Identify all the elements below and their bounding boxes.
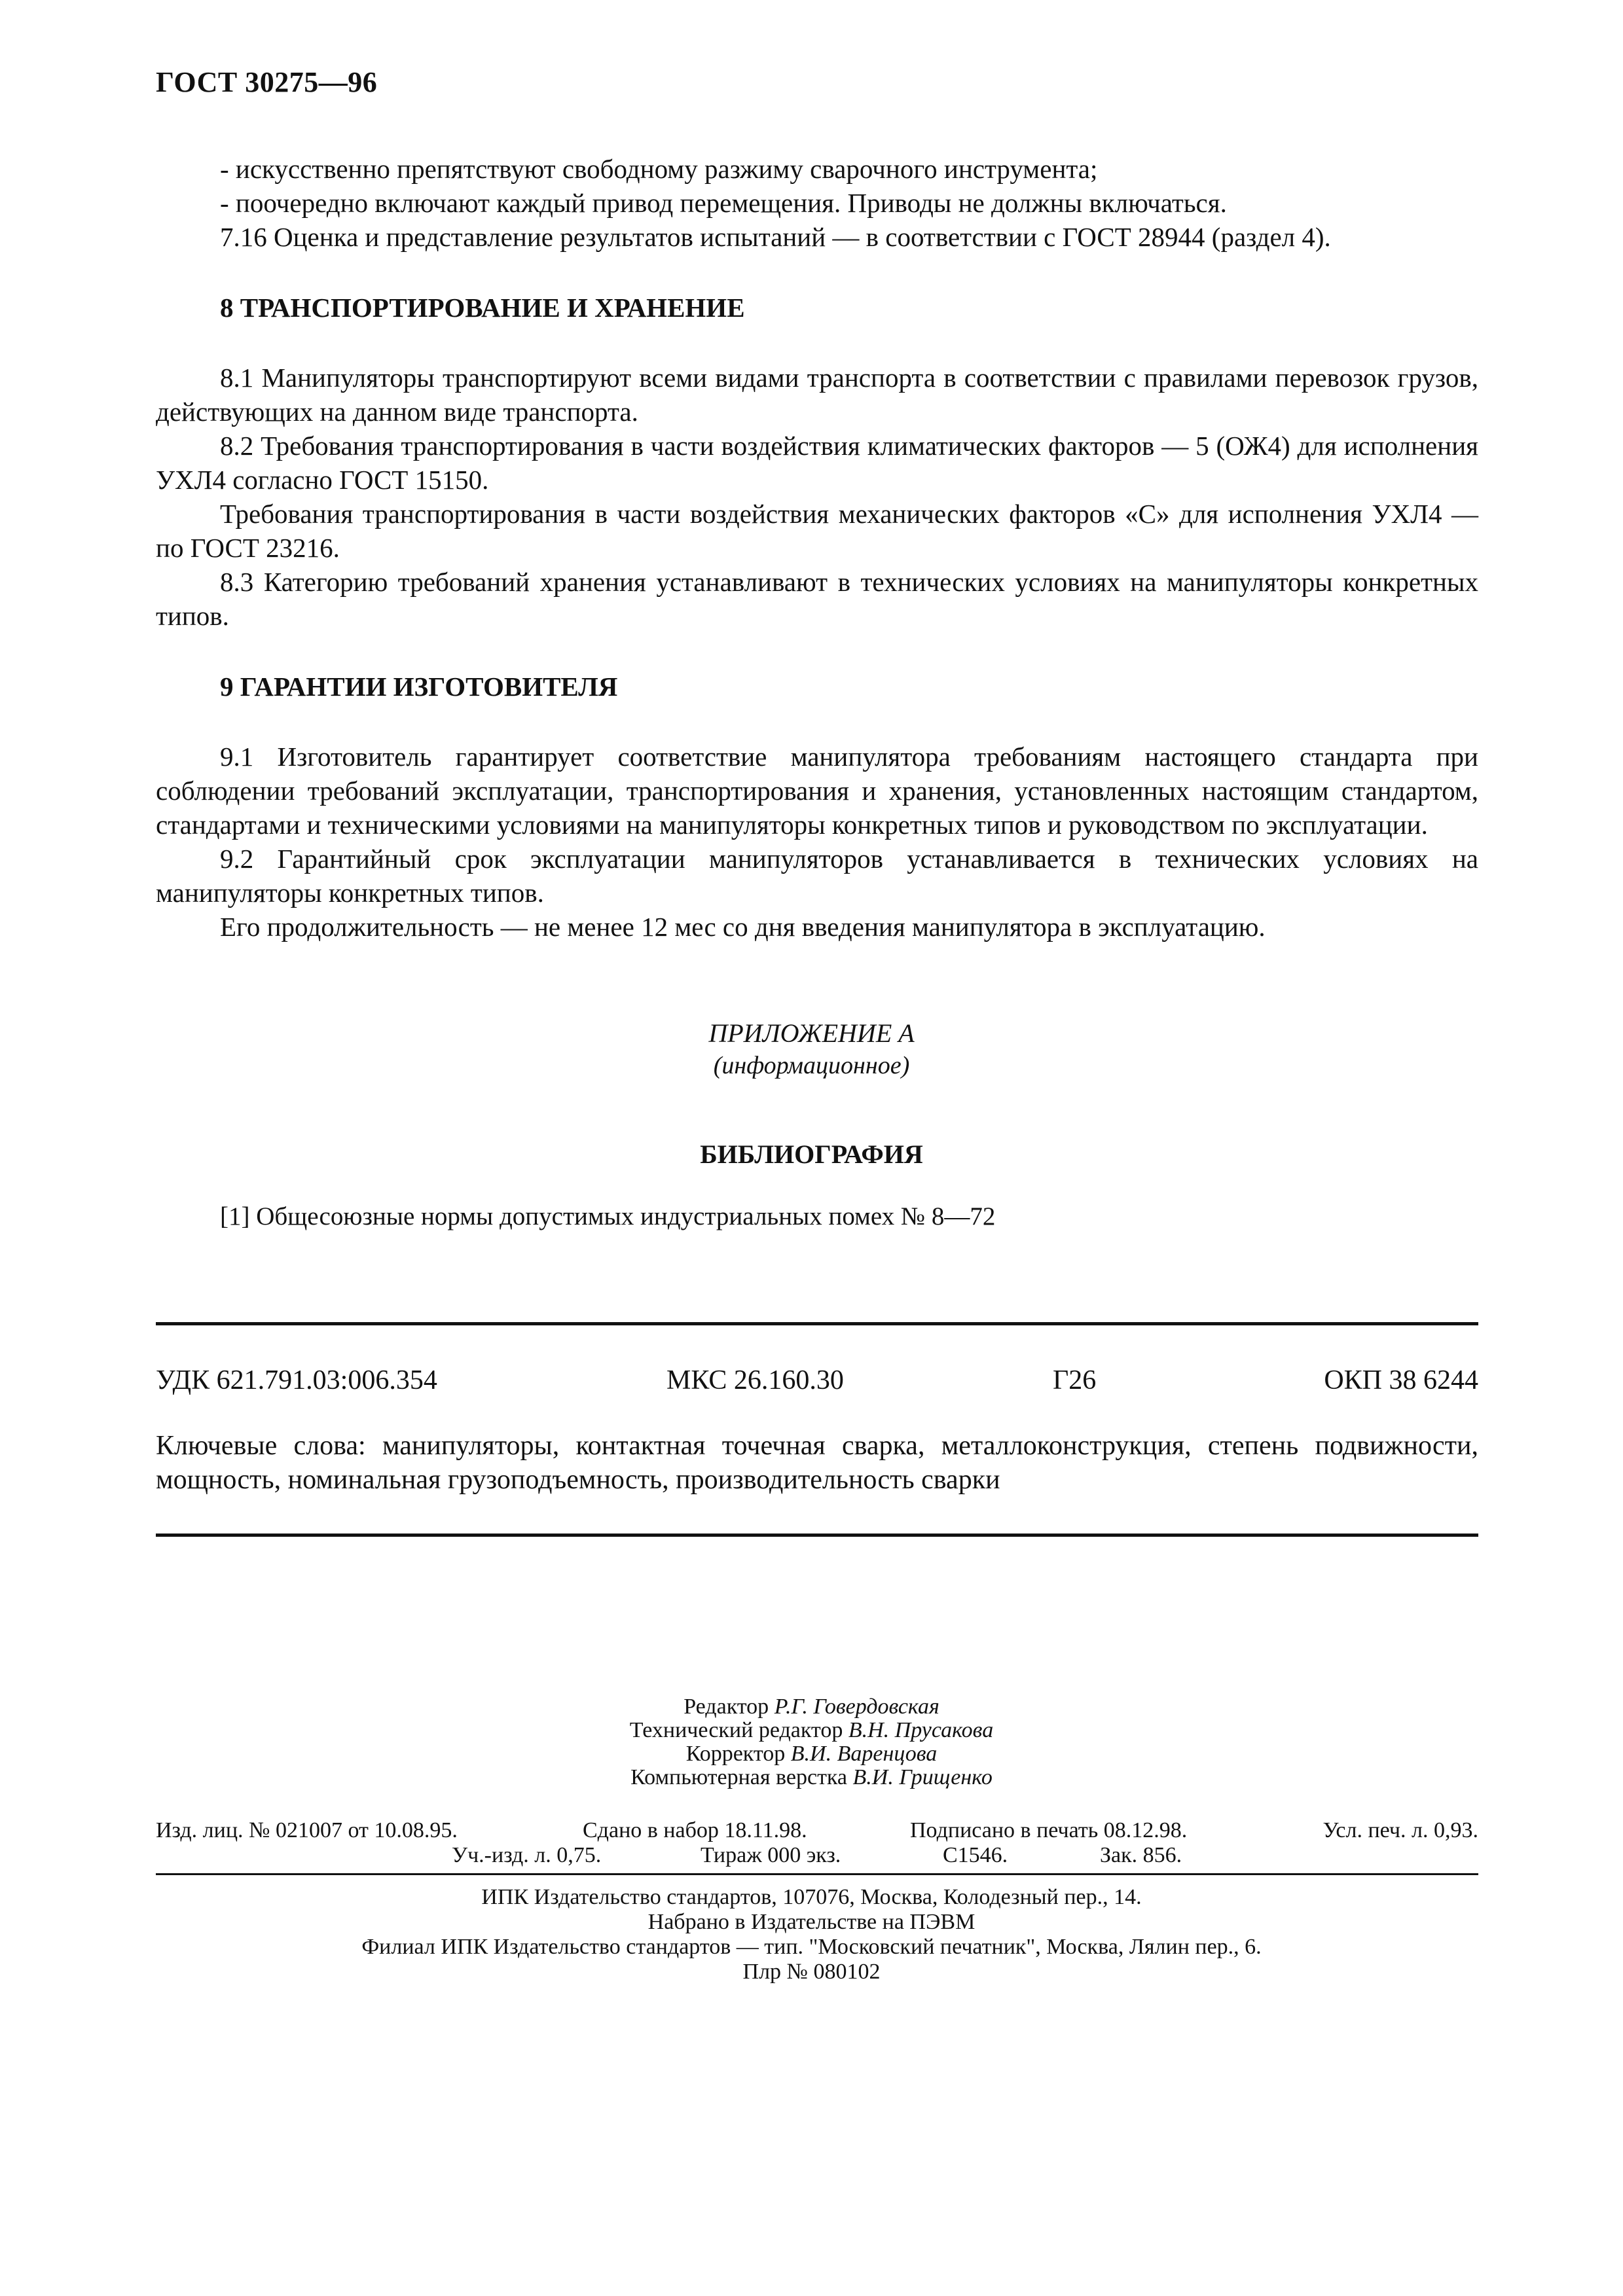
paragraph-8-2: 8.2 Требования транспортирования в части воздействия климатических факторов — 5 (ОЖ4) для исполнения УХЛ4 согласно ГОСТ 15150.	[156, 431, 1478, 495]
sent-date: Сдано в набор 18.11.98.	[583, 1818, 807, 1842]
paragraph-9-2-cont: Его продолжительность — не менее 12 мес со дня введения манипулятора в эксплуатацию.	[220, 912, 1266, 942]
corrector-line: Корректор В.И. Варенцова	[685, 1742, 938, 1766]
signed-date: Подписано в печать 08.12.98.	[910, 1818, 1188, 1842]
bibliography-item: [1] Общесоюзные нормы допустимых индустриальных помех № 8—72	[220, 1202, 996, 1230]
paragraph-7-16: 7.16 Оценка и представление результатов испытаний — в соответствии с ГОСТ 28944 (раздел 4).	[220, 222, 1331, 252]
g-code: Г26	[1053, 1365, 1097, 1395]
bibliography-heading: БИБЛИОГРАФИЯ	[700, 1139, 923, 1169]
layout-line: Компьютерная верстка В.И. Грищенко	[630, 1765, 993, 1789]
mks-code: МКС 26.160.30	[666, 1365, 844, 1395]
publisher-line-4: Плр № 080102	[742, 1960, 881, 1984]
print-sheets: Усл. печ. л. 0,93.	[1322, 1818, 1478, 1842]
imprint-divider	[156, 1873, 1478, 1875]
credits-block	[0, 1695, 1623, 1789]
publisher-line-3: Филиал ИПК Издательство стандартов — тип. "Московский печатник", Москва, Лялин пер., 6.	[361, 1935, 1262, 1959]
udk-code: УДК 621.791.03:006.354	[156, 1365, 437, 1395]
okp-code: ОКП 38 6244	[1324, 1365, 1478, 1395]
editor-line: Редактор Р.Г. Говердовская	[684, 1695, 939, 1719]
publisher-sheets: Уч.-изд. л. 0,75.	[452, 1843, 602, 1867]
c-code: С1546.	[943, 1843, 1008, 1867]
bottom-divider	[156, 1534, 1478, 1537]
print-run: Тираж 000 экз.	[701, 1843, 841, 1867]
section-8-heading: 8 ТРАНСПОРТИРОВАНИЕ И ХРАНЕНИЕ	[220, 293, 745, 323]
paragraph-9-1: 9.1 Изготовитель гарантирует соответствие манипулятора требованиям настоящего стандарта при соблюдении требований эксплуатации, транспортирования и хранения, установленных настоящим стандартом, стандартами и техническими условиями на манипуляторы конкретных типов и руководством по эксплуатации.	[156, 742, 1478, 840]
annex-title: ПРИЛОЖЕНИЕ А	[708, 1018, 915, 1048]
paragraph-list-item-1: - искусственно препятствуют свободному разжиму сварочного инструмента;	[220, 154, 1098, 184]
publisher-line-2: Набрано в Издательстве на ПЭВМ	[647, 1910, 976, 1934]
annex-note: (информационное)	[713, 1052, 910, 1079]
paragraph-9-2: 9.2 Гарантийный срок эксплуатации манипуляторов устанавливается в технических условиях на манипуляторы конкретных типов.	[156, 844, 1478, 908]
top-divider	[156, 1322, 1478, 1325]
paragraph-list-item-2: - поочередно включают каждый привод перемещения. Приводы не должны включаться.	[220, 188, 1227, 218]
paragraph-8-3: 8.3 Категорию требований хранения устанавливают в технических условиях на манипуляторы конкретных типов.	[156, 567, 1478, 631]
document-code-header: ГОСТ 30275—96	[156, 66, 378, 98]
section-9-heading: 9 ГАРАНТИИ ИЗГОТОВИТЕЛЯ	[220, 672, 618, 702]
publisher-block	[0, 1885, 1623, 1984]
paragraph-8-2-cont: Требования транспортирования в части воздействия механических факторов «С» для исполнения УХЛ4 — по ГОСТ 23216.	[156, 499, 1478, 563]
license-number: Изд. лиц. № 021007 от 10.08.95.	[156, 1818, 458, 1842]
keywords: Ключевые слова: манипуляторы, контактная точечная сварка, металлоконструкция, степень подвижности, мощность, номинальная грузоподъемность, производительность сварки	[156, 1431, 1478, 1495]
tech-editor-line: Технический редактор В.Н. Прусакова	[629, 1718, 994, 1742]
main-text	[156, 152, 1478, 944]
publisher-line-1: ИПК Издательство стандартов, 107076, Москва, Колодезный пер., 14.	[481, 1885, 1142, 1909]
paragraph-8-1: 8.1 Манипуляторы транспортируют всеми видами транспорта в соответствии с правилами перевозок грузов, действующих на данном виде транспорта.	[156, 363, 1478, 427]
order-number: Зак. 856.	[1100, 1843, 1182, 1867]
